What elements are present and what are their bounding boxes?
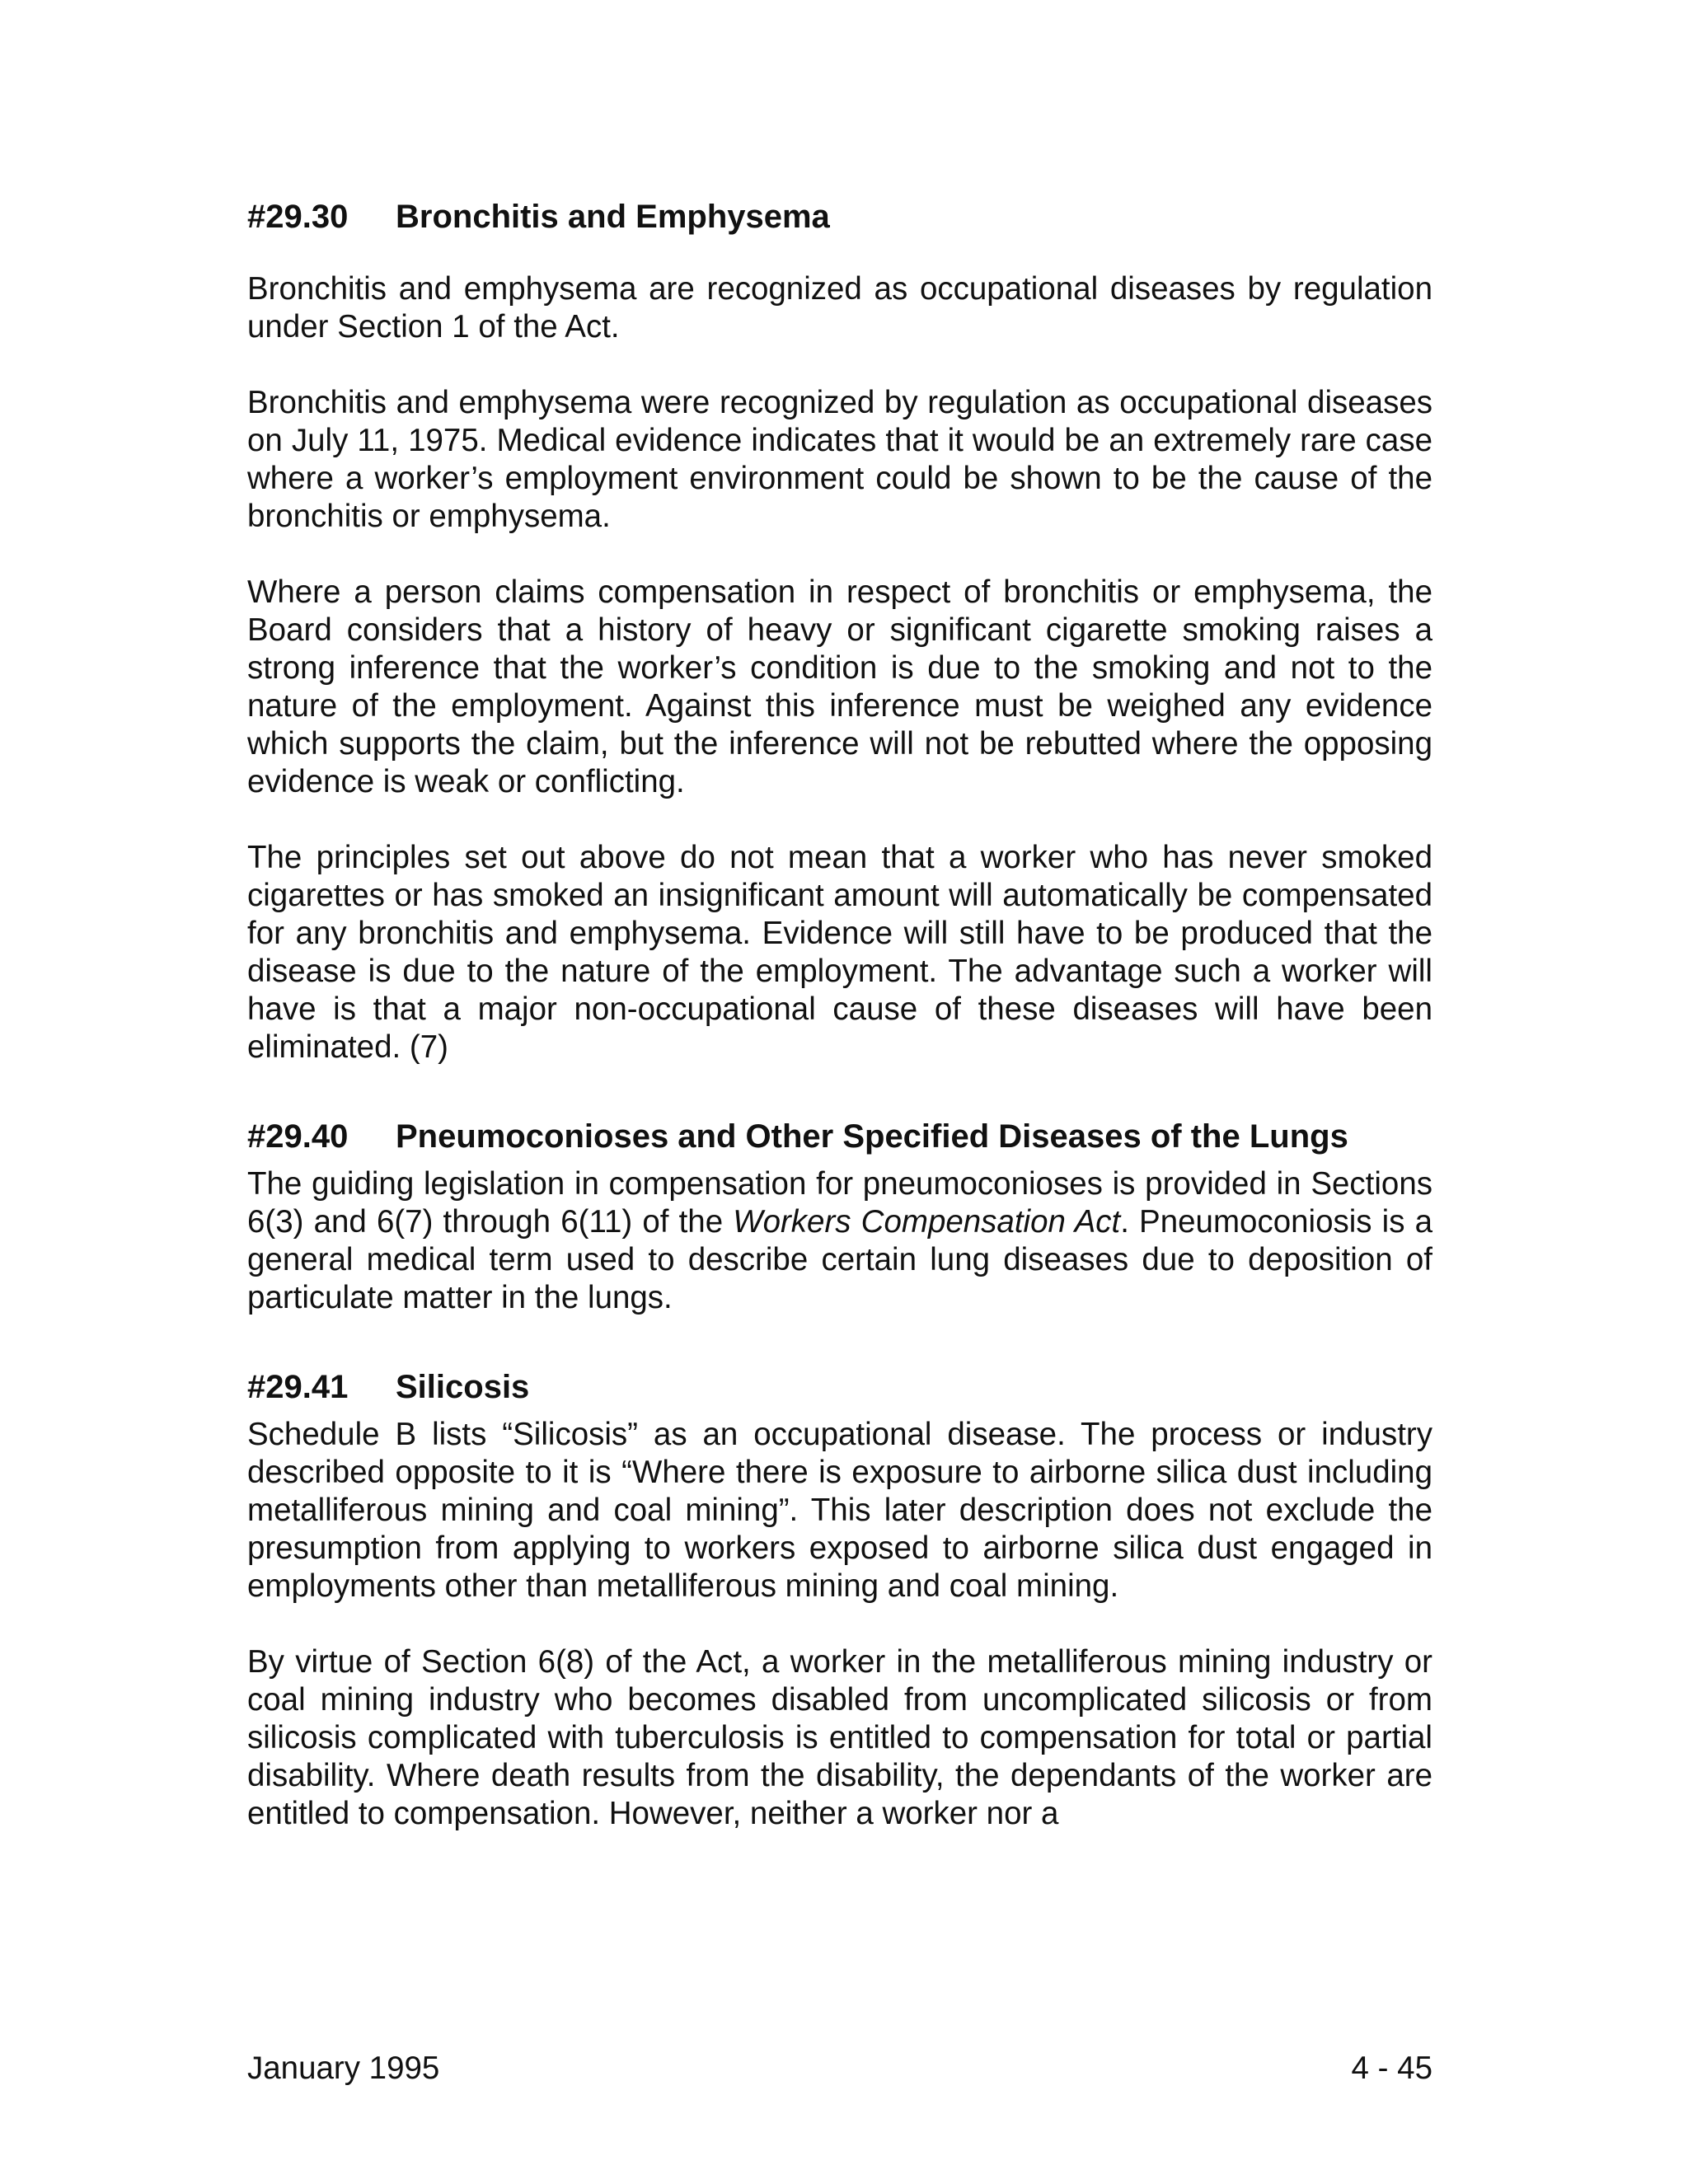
section-number: #29.40 [247,1118,349,1155]
act-title-italic: Workers Compensation Act [733,1204,1121,1240]
paragraph: By virtue of Section 6(8) of the Act, a worker in the metalliferous mining industry or coal mining industry who becomes disabled from uncomplicated silicosis or from silicosis complicated with tuberculosis is entitled to compensation for total or partial disability. Where death results from the disability, the dependants of the worker are entitled to compensation. However, neither a worker nor a [247,1644,1432,1831]
section-heading-29-41 [247,1366,1432,1408]
section-number: #29.41 [247,1369,349,1405]
paragraph: Where a person claims compensation in respect of bronchitis or emphysema, the Board considers that a history of heavy or significant cigarette smoking raises a strong inference that the worker’s condition is due to the smoking and not to the nature of the employment. Against this inference must be weighed any evidence which supports the claim, but the inference will not be rebutted where the opposing evidence is weak or conflicting. [247,574,1432,799]
document-page [247,196,1432,1833]
paragraph: Bronchitis and emphysema were recognized by regulation as occupational diseases on July 11, 1975. Medical evidence indicates that it would be an extremely rare case where a worker’s employment environment could be shown to be the cause of the bronchitis or emphysema. [247,385,1432,534]
page-footer [247,2050,1432,2088]
paragraph: Bronchitis and emphysema are recognized as occupational diseases by regulation under Section 1 of the Act. [247,271,1432,344]
section-heading-29-30 [247,196,1432,237]
section-heading-29-40 [247,1116,1432,1157]
paragraph: The guiding legislation in compensation for pneumoconioses is provided in Sections 6(3) and 6(7) through 6(11) of the Workers Compensation Act. Pneumoconiosis is a general medical term used to describe certain lung diseases due to deposition of particulate matter in the lungs. [247,1166,1432,1315]
paragraph: The principles set out above do not mean that a worker who has never smoked cigarettes or has smoked an insignificant amount will automatically be compensated for any bronchitis and emphysema. Evidence will still have to be produced that the disease is due to the nature of the employment. The advantage such a worker will have is that a major non-occupational cause of these diseases will have been eliminated. (7) [247,840,1432,1065]
section-title: Bronchitis and Emphysema [396,199,830,235]
paragraph: Schedule B lists “Silicosis” as an occupational disease. The process or industry described opposite to it is “Where there is exposure to airborne silica dust including metalliferous mining and coal mining”. This later description does not exclude the presumption from applying to workers exposed to airborne silica dust engaged in employments other than metalliferous mining and coal mining. [247,1417,1432,1604]
section-title: Silicosis [396,1369,530,1405]
section-title: Pneumoconioses and Other Specified Diseases of the Lungs [396,1118,1348,1155]
page-number: 4 - 45 [1351,2050,1432,2086]
footer-date: January 1995 [247,2050,440,2086]
section-number: #29.30 [247,199,349,235]
